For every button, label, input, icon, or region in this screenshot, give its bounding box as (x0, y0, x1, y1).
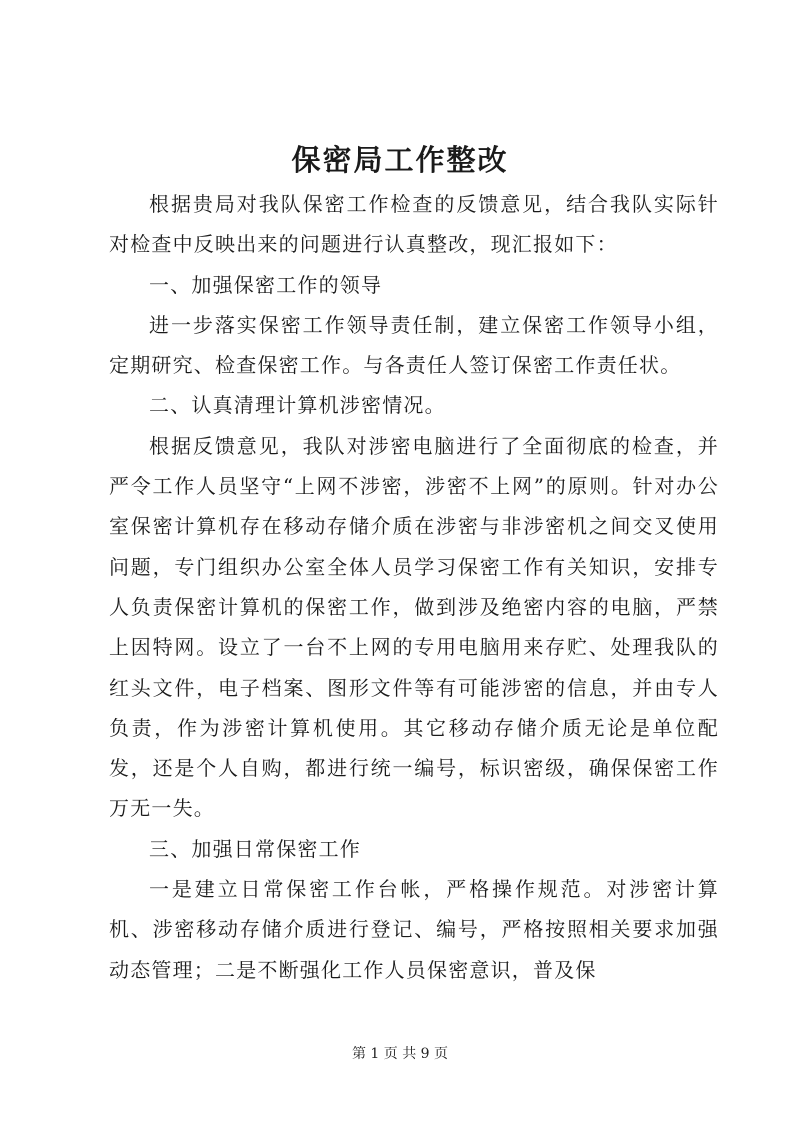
section-1-heading: 一、加强保密工作的领导 (149, 272, 383, 297)
document-body (109, 184, 719, 990)
section-2-heading: 二、认真清理计算机涉密情况。 (149, 393, 446, 418)
page-number-footer: 第 1 页 共 9 页 (351, 1046, 449, 1062)
section-2-paragraph: 根据反馈意见，我队对涉密电脑进行了全面彻底的检查，并严令工作人员坚守“上网不涉密，涉密不上网”的原则。针对办公室保密计算机存在移动存储介质在涉密与非涉密机之间交叉使用问题，专门组织办公室全体人员学习保密工作有关知识，安排专人负责保密计算机的保密工作，做到涉及绝密内容的电脑，严禁上因特网。设立了一台不上网的专用电脑用来存贮、处理我队的红头文件，电子档案、图形文件等有可能涉密的信息，并由专人负责，作为涉密计算机使用。其它移动存储介质无论是单位配发，还是个人自购，都进行统一编号，标识密级，确保保密工作万无一失。 (109, 433, 719, 821)
section-3-paragraph: 一是建立日常保密工作台帐，严格操作规范。对涉密计算机、涉密移动存储介质进行登记、编号，严格按照相关要求加强动态管理；二是不断强化工作人员保密意识，普及保 (109, 877, 719, 982)
intro-paragraph: 根据贵局对我队保密工作检查的反馈意见，结合我队实际针对检查中反映出来的问题进行认真整改，现汇报如下： (109, 192, 719, 257)
section-3-heading: 三、加强日常保密工作 (149, 836, 361, 861)
document-title: 保密局工作整改 (291, 143, 509, 177)
section-1-paragraph: 进一步落实保密工作领导责任制，建立保密工作领导小组，定期研究、检查保密工作。与各责任人签订保密工作责任状。 (109, 312, 719, 378)
